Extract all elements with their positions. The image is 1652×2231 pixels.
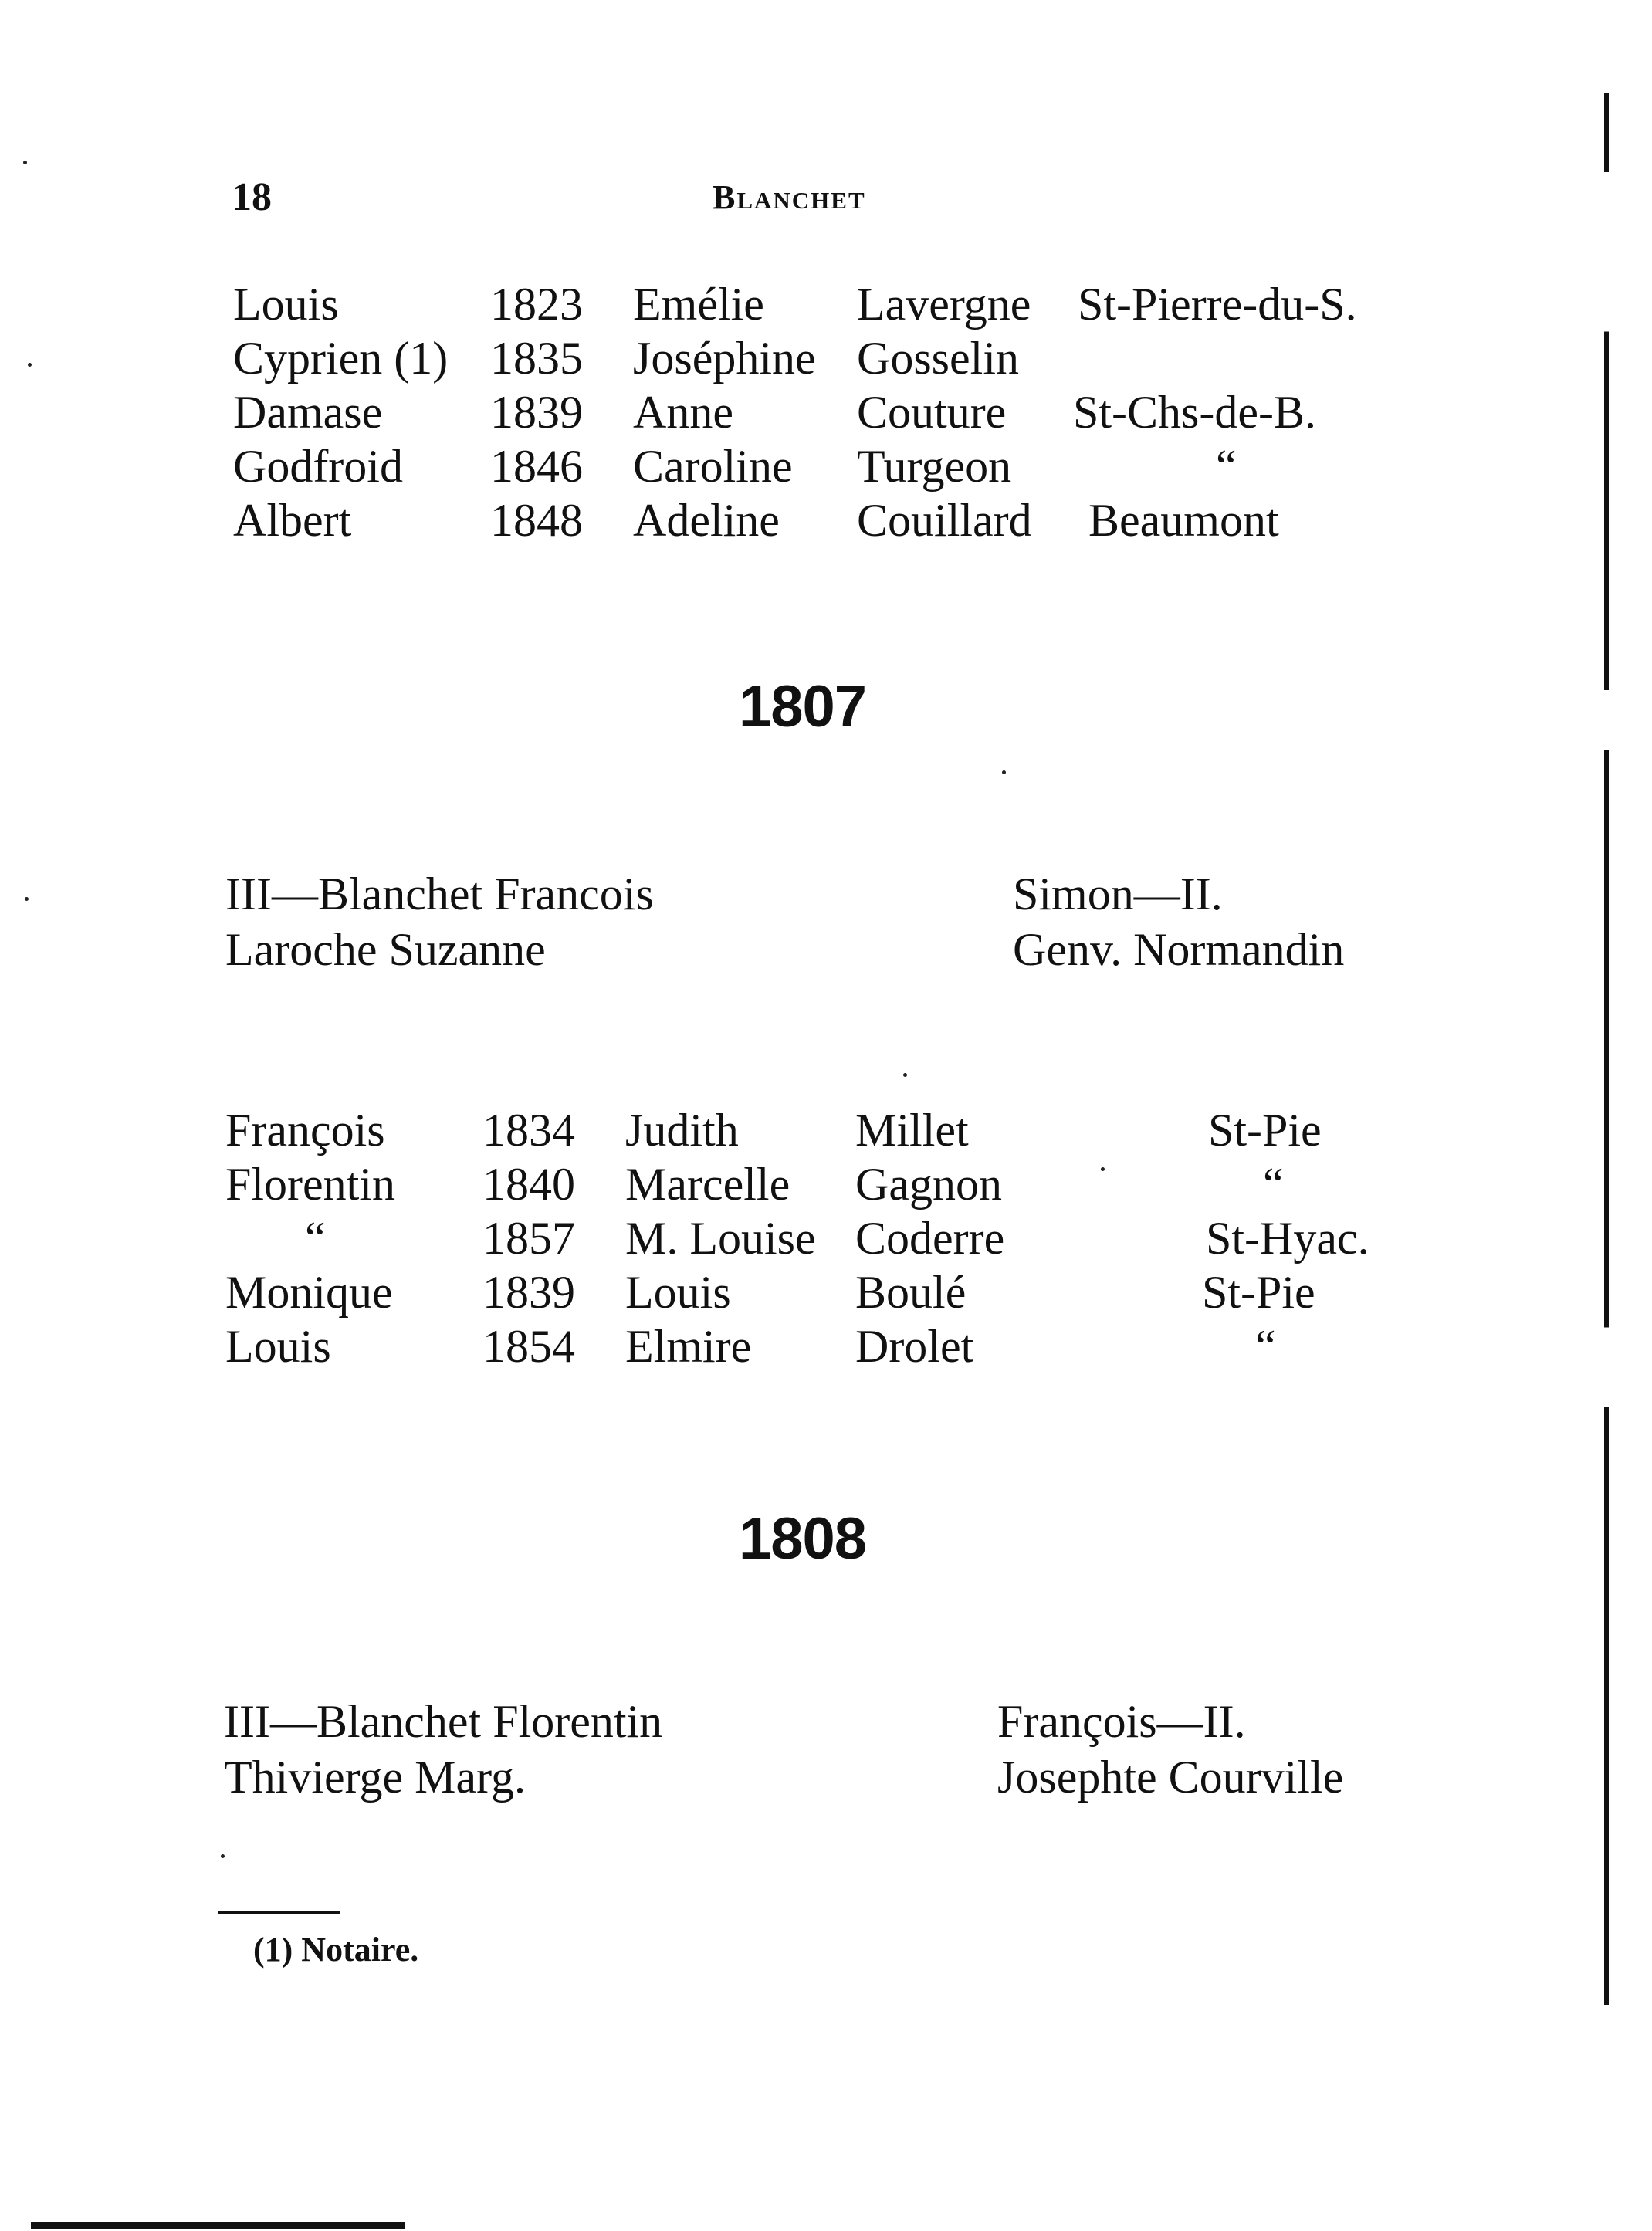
- child-name: Albert: [233, 495, 352, 546]
- spouse-first-name: Judith: [625, 1105, 739, 1156]
- marriage-place: St-Pie: [1202, 1267, 1315, 1318]
- wife-parent-line: Josephte Courville: [997, 1752, 1344, 1803]
- child-name: Louis: [225, 1321, 331, 1372]
- marriage-place: St-Pie: [1208, 1105, 1322, 1156]
- husband-line: III—Blanchet Florentin: [224, 1696, 663, 1747]
- child-name: Cyprien (1): [233, 333, 449, 384]
- spouse-first-name: Louis: [625, 1267, 731, 1318]
- ditto-mark: “: [1255, 1321, 1276, 1372]
- spouse-first-name: Emélie: [633, 279, 764, 330]
- child-name: Godfroid: [233, 441, 403, 492]
- spouse-last-name: Couillard: [857, 495, 1032, 546]
- spouse-last-name: Coderre: [855, 1213, 1005, 1264]
- husband-parent-line: François—II.: [997, 1696, 1246, 1747]
- running-head: Blanchet: [713, 178, 866, 216]
- marriage-year: 1846: [490, 441, 583, 492]
- scan-speck: [1101, 1167, 1105, 1171]
- ditto-mark: “: [1263, 1159, 1284, 1210]
- scan-speck: [1002, 770, 1006, 774]
- marriage-year: 1857: [482, 1213, 575, 1264]
- marriage-year: 1840: [482, 1159, 575, 1210]
- marriage-year: 1848: [490, 495, 583, 546]
- spouse-first-name: M. Louise: [625, 1213, 816, 1264]
- binding-edge-shadow: [1604, 93, 1609, 2084]
- ditto-mark: “: [1216, 441, 1237, 492]
- spouse-last-name: Millet: [855, 1105, 969, 1156]
- wife-line: Thivierge Marg.: [224, 1752, 526, 1803]
- marriage-place: St-Hyac.: [1206, 1213, 1369, 1264]
- table-row: [0, 1320, 1652, 1374]
- scan-edge-line: [31, 2222, 405, 2229]
- spouse-first-name: Caroline: [633, 441, 793, 492]
- marriage-year: 1854: [482, 1321, 575, 1372]
- child-name: Louis: [233, 279, 339, 330]
- spouse-last-name: Turgeon: [857, 441, 1012, 492]
- marriage-place: St-Pierre-du-S.: [1078, 279, 1357, 330]
- child-name: François: [225, 1105, 385, 1156]
- table-row: [0, 386, 1652, 440]
- year-heading-1807: 1807: [739, 674, 867, 740]
- marriage-year: 1839: [490, 387, 583, 438]
- marriage-place: Beaumont: [1088, 495, 1279, 546]
- marriage-year: 1835: [490, 333, 583, 384]
- spouse-last-name: Couture: [857, 387, 1007, 438]
- ditto-mark: “: [305, 1213, 326, 1264]
- scan-speck: [903, 1073, 907, 1077]
- table-row: [0, 440, 1652, 494]
- child-name: Monique: [225, 1267, 393, 1318]
- table-row: [0, 1158, 1652, 1212]
- scan-speck: [28, 363, 32, 367]
- spouse-last-name: Gagnon: [855, 1159, 1002, 1210]
- footnote: (1) Notaire.: [253, 1931, 419, 1969]
- table-row: [0, 1212, 1652, 1266]
- husband-line: III—Blanchet Francois: [225, 868, 654, 919]
- spouse-last-name: Boulé: [855, 1267, 966, 1318]
- marriage-year: 1823: [490, 279, 583, 330]
- spouse-first-name: Adeline: [633, 495, 780, 546]
- spouse-first-name: Marcelle: [625, 1159, 790, 1210]
- spouse-last-name: Lavergne: [857, 279, 1031, 330]
- marriage-year: 1839: [482, 1267, 575, 1318]
- spouse-last-name: Gosselin: [857, 333, 1019, 384]
- spouse-first-name: Joséphine: [633, 333, 816, 384]
- table-row: [0, 332, 1652, 386]
- scan-speck: [23, 161, 27, 164]
- scan-speck: [25, 897, 29, 901]
- table-row: [0, 494, 1652, 548]
- wife-line: Laroche Suzanne: [225, 924, 546, 975]
- marriage-place: St-Chs-de-B.: [1073, 387, 1316, 438]
- year-heading-1808: 1808: [739, 1506, 867, 1572]
- husband-parent-line: Simon—II.: [1013, 868, 1223, 919]
- spouse-first-name: Elmire: [625, 1321, 752, 1372]
- wife-parent-line: Genv. Normandin: [1013, 924, 1345, 975]
- footnote-rule: [218, 1911, 340, 1914]
- spouse-last-name: Drolet: [855, 1321, 974, 1372]
- child-name: Damase: [233, 387, 383, 438]
- page-number: 18: [232, 175, 272, 219]
- scan-speck: [221, 1854, 225, 1858]
- spouse-first-name: Anne: [633, 387, 733, 438]
- marriage-year: 1834: [482, 1105, 575, 1156]
- table-row: [0, 1104, 1652, 1158]
- child-name: Florentin: [225, 1159, 395, 1210]
- table-row: [0, 278, 1652, 332]
- table-row: [0, 1266, 1652, 1320]
